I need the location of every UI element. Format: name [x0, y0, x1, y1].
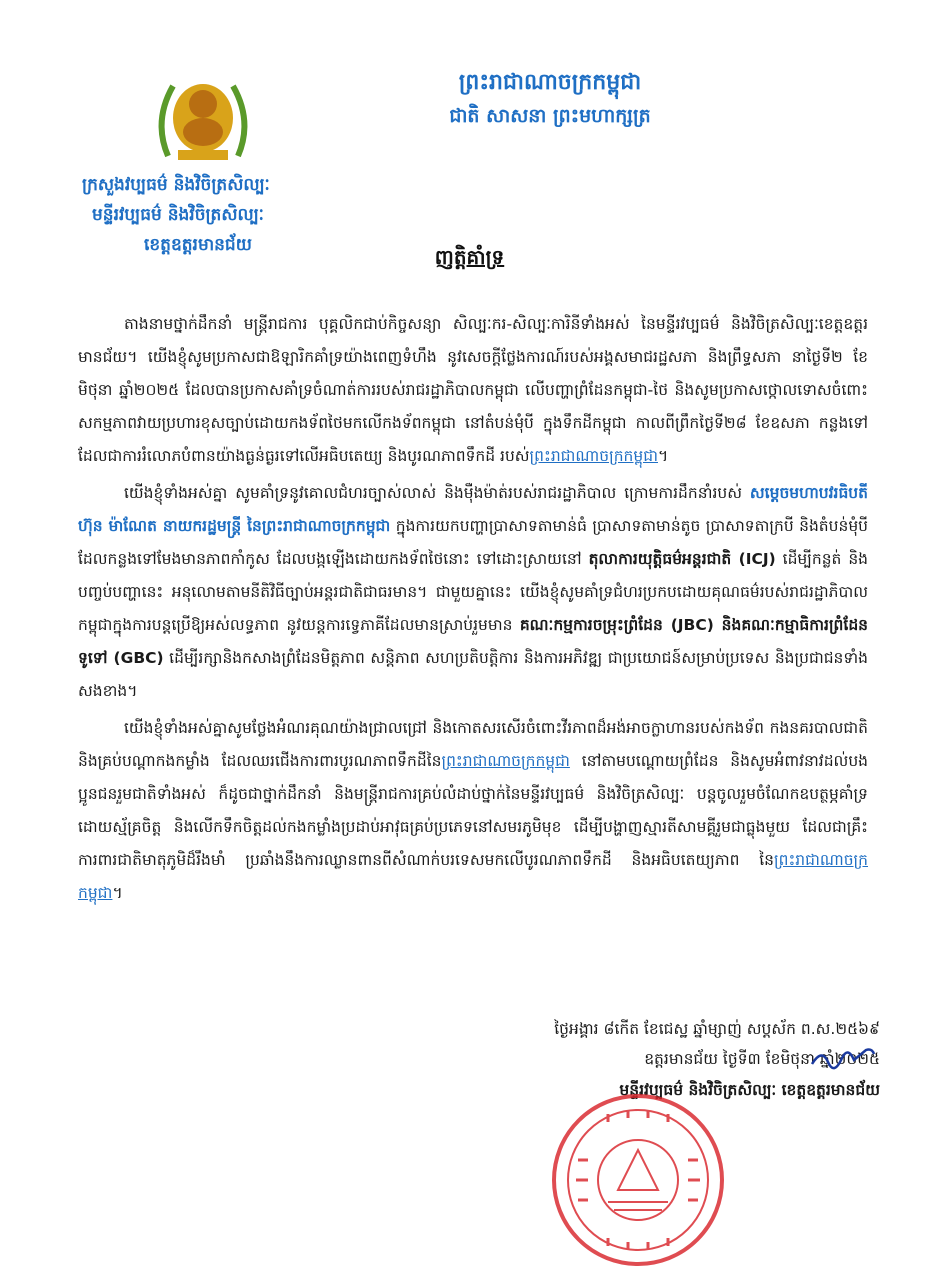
ministry-logo	[148, 66, 258, 166]
p3-kingdom-highlight-2: ព្រះរាជាណាចក្រកម្ពុជា	[78, 851, 868, 902]
p2-text-c: ដើម្បីកន្លត់ និងបញ្ចប់បញ្ហានេះ អនុលោមតាមនីតិវិធីច្បាប់អន្តរជាតិជាធរមាន។ ជាមួយគ្នានេះ យើងខ្ញុំសូមគាំទ្រជំហរប្រកបដោយគុណធម៌របស់រាជរដ្ឋាភិបាលកម្ពុជាក្នុងការបន្តប្រើឱ្យអស់លទ្ធភាព នូវយន្តការទ្វេភាគីដែលមានស្រាប់រួមមាន	[78, 550, 869, 634]
p3-kingdom-highlight: ព្រះរាជាណាចក្រកម្ពុជា	[441, 752, 570, 770]
ministry-name: ក្រសួងវប្បធម៌ និងវិចិត្រសិល្បៈ	[82, 175, 270, 195]
p2-text-d: ដើម្បីរក្សានិងកសាងព្រំដែនមិត្តភាព សន្តិភាព សហប្រតិបត្តិការ និងការអភិវឌ្ឍ ជាប្រយោជន៍សម្រាប់ប្រទេស និងប្រជាជនទាំងសងខាង។	[78, 649, 868, 700]
paragraph-2	[78, 477, 868, 708]
paragraph-1	[78, 308, 868, 473]
p1-kingdom-highlight: ព្រះរាជាណាចក្រកម្ពុជា	[529, 447, 658, 465]
p3-text-b: នៅតាមបណ្តោយព្រំដែន និងសូមអំពាវនាវដល់បងប្អូនជនរួមជាតិទាំងអស់ ក៏ដូចជាថ្នាក់ដឹកនាំ និងមន្ត្រីរាជការគ្រប់លំដាប់ថ្នាក់នៃមន្ទីរវប្បធម៌ និងវិចិត្រសិល្បៈ បន្តចូលរួមចំណែកឧបត្ថម្ភគាំទ្រដោយស្ម័គ្រចិត្ត និងលើកទឹកចិត្តដល់កងកម្លាំងប្រដាប់អាវុធគ្រប់ប្រភេទនៅសមរភូមិមុខ ដើម្បីបង្ហាញស្មារតីសាមគ្គីរួមជាធ្លុងមួយ ដែលជាគ្រឹះការពារជាតិមាតុភូមិដ៏រឹងមាំ ប្រឆាំងនឹងការឈ្លានពានពីសំណាក់បរទេសមកលើបូរណភាពទឹកដី និងអធិបតេយ្យភាព នៃ	[78, 752, 868, 869]
solar-date: ឧត្តរមានជ័យ ថ្ងៃទី៣ ខែមិថុនា ឆ្នាំ២០២៥	[644, 1050, 880, 1068]
signature-icon	[808, 1040, 878, 1074]
department-name: មន្ទីរវប្បធម៌ និងវិចិត្រសិល្បៈ	[92, 205, 264, 225]
p3-end: ។	[112, 884, 123, 902]
signing-office: មន្ទីរវប្បធម៌ និងវិចិត្រសិល្បៈ ខេត្តឧត្តរមានជ័យ	[619, 1081, 880, 1099]
document-title: ញត្តិគាំទ្រ	[434, 245, 505, 269]
p2-text-b: ក្នុងការយកបញ្ហាប្រាសាទតាមាន់ធំ ប្រាសាទតាមាន់តូច ប្រាសាទតាក្របី និងតំបន់មុំបី ដែលកន្លងទៅមែងមានភាពកាំកូស ដែលបង្កឡើងដោយកងទ័ពថៃនោះ ទៅដោះស្រាយនៅ	[78, 517, 868, 568]
p2-jbc-gbc-bold: គណៈកម្មការចម្រុះព្រំដែន (JBC) និងគណៈកម្មាធិការព្រំដែនទូទៅ (GBC)	[78, 616, 868, 667]
p2-text-a: យើងខ្ញុំទាំងអស់គ្នា សូមគាំទ្រនូវគោលជំហរច្បាស់លាស់ និងម៉ឺងម៉ាត់របស់រាជរដ្ឋាភិបាល ក្រោមការដឹកនាំរបស់	[124, 484, 750, 502]
p2-icj-bold: តុលាការយុត្តិធម៌អន្តរជាតិ (ICJ)	[588, 550, 776, 568]
document-body	[78, 308, 868, 914]
p2-pm-highlight: សម្តេចមហាបវរធិបតី ហ៊ុន ម៉ាណែត នាយករដ្ឋមន្ត្រី នៃព្រះរាជាណាចក្រកម្ពុជា	[78, 484, 868, 535]
motto-line: ជាតិ សាសនា ព្រះមហាក្សត្រ	[449, 105, 651, 127]
p1-end: ។	[657, 447, 669, 465]
lunar-date: ថ្ងៃអង្គារ ៨កើត ខែជេស្ឋ ឆ្នាំម្សាញ់ សប្តស័ក ព.ស.២៥៦៩	[554, 1020, 880, 1038]
p3-text-a: យើងខ្ញុំទាំងអស់គ្នាសូមថ្លែងអំណរគុណយ៉ាងជ្រាលជ្រៅ និងកោតសរសើរចំពោះវីរភាពដ៏អង់អាចក្លាហានរបស់កងទ័ព កងនគរបាលជាតិ និងគ្រប់បណ្តាកងកម្លាំង ដែលឈរជើងការពារបូរណភាពទឹកដីនៃ	[78, 719, 868, 770]
paragraph-3	[78, 712, 868, 910]
official-seal-icon	[548, 1090, 728, 1270]
kingdom-heading	[330, 66, 770, 132]
kingdom-line: ព្រះរាជាណាចក្រកម្ពុជា	[458, 70, 642, 95]
p1-text: តាងនាមថ្នាក់ដឹកនាំ មន្ត្រីរាជការ បុគ្គលិកជាប់កិច្ចសន្យា សិល្បៈករ-សិល្បៈការិនីទាំងអស់ នៃមន្ទីរវប្បធម៌ និងវិចិត្រសិល្បៈខេត្តឧត្តរមានជ័យ។ យើងខ្ញុំសូមប្រកាសជាឱឡារិកគាំទ្រយ៉ាងពេញទំហឹង នូវសេចក្តីថ្លែងការណ៍របស់អង្គសមាជរដ្ឋសភា និងព្រឹទ្ធសភា នាថ្ងៃទី២ ខែមិថុនា ឆ្នាំ២០២៥ ដែលបានប្រកាសគាំទ្រចំណាត់ការរបស់រាជរដ្ឋាភិបាលកម្ពុជា លើបញ្ហាព្រំដែនកម្ពុជា-ថៃ និងសូមប្រកាសថ្កោលទោសចំពោះសកម្មភាពវាយប្រហារខុសច្បាប់ដោយកងទ័ពថៃមកលើកងទ័ពកម្ពុជា នៅតំបន់មុំបី ក្នុងទឹកដីកម្ពុជា កាលពីព្រឹកថ្ងៃទី២៨ ខែឧសភា កន្លងទៅ ដែលជាការរំលោភបំពានយ៉ាងធ្ងន់ធ្ងរទៅលើអធិបតេយ្យ និងបូរណភាពទឹកដី របស់	[78, 315, 868, 465]
province-name: ខេត្តឧត្តរមានជ័យ	[144, 235, 252, 255]
